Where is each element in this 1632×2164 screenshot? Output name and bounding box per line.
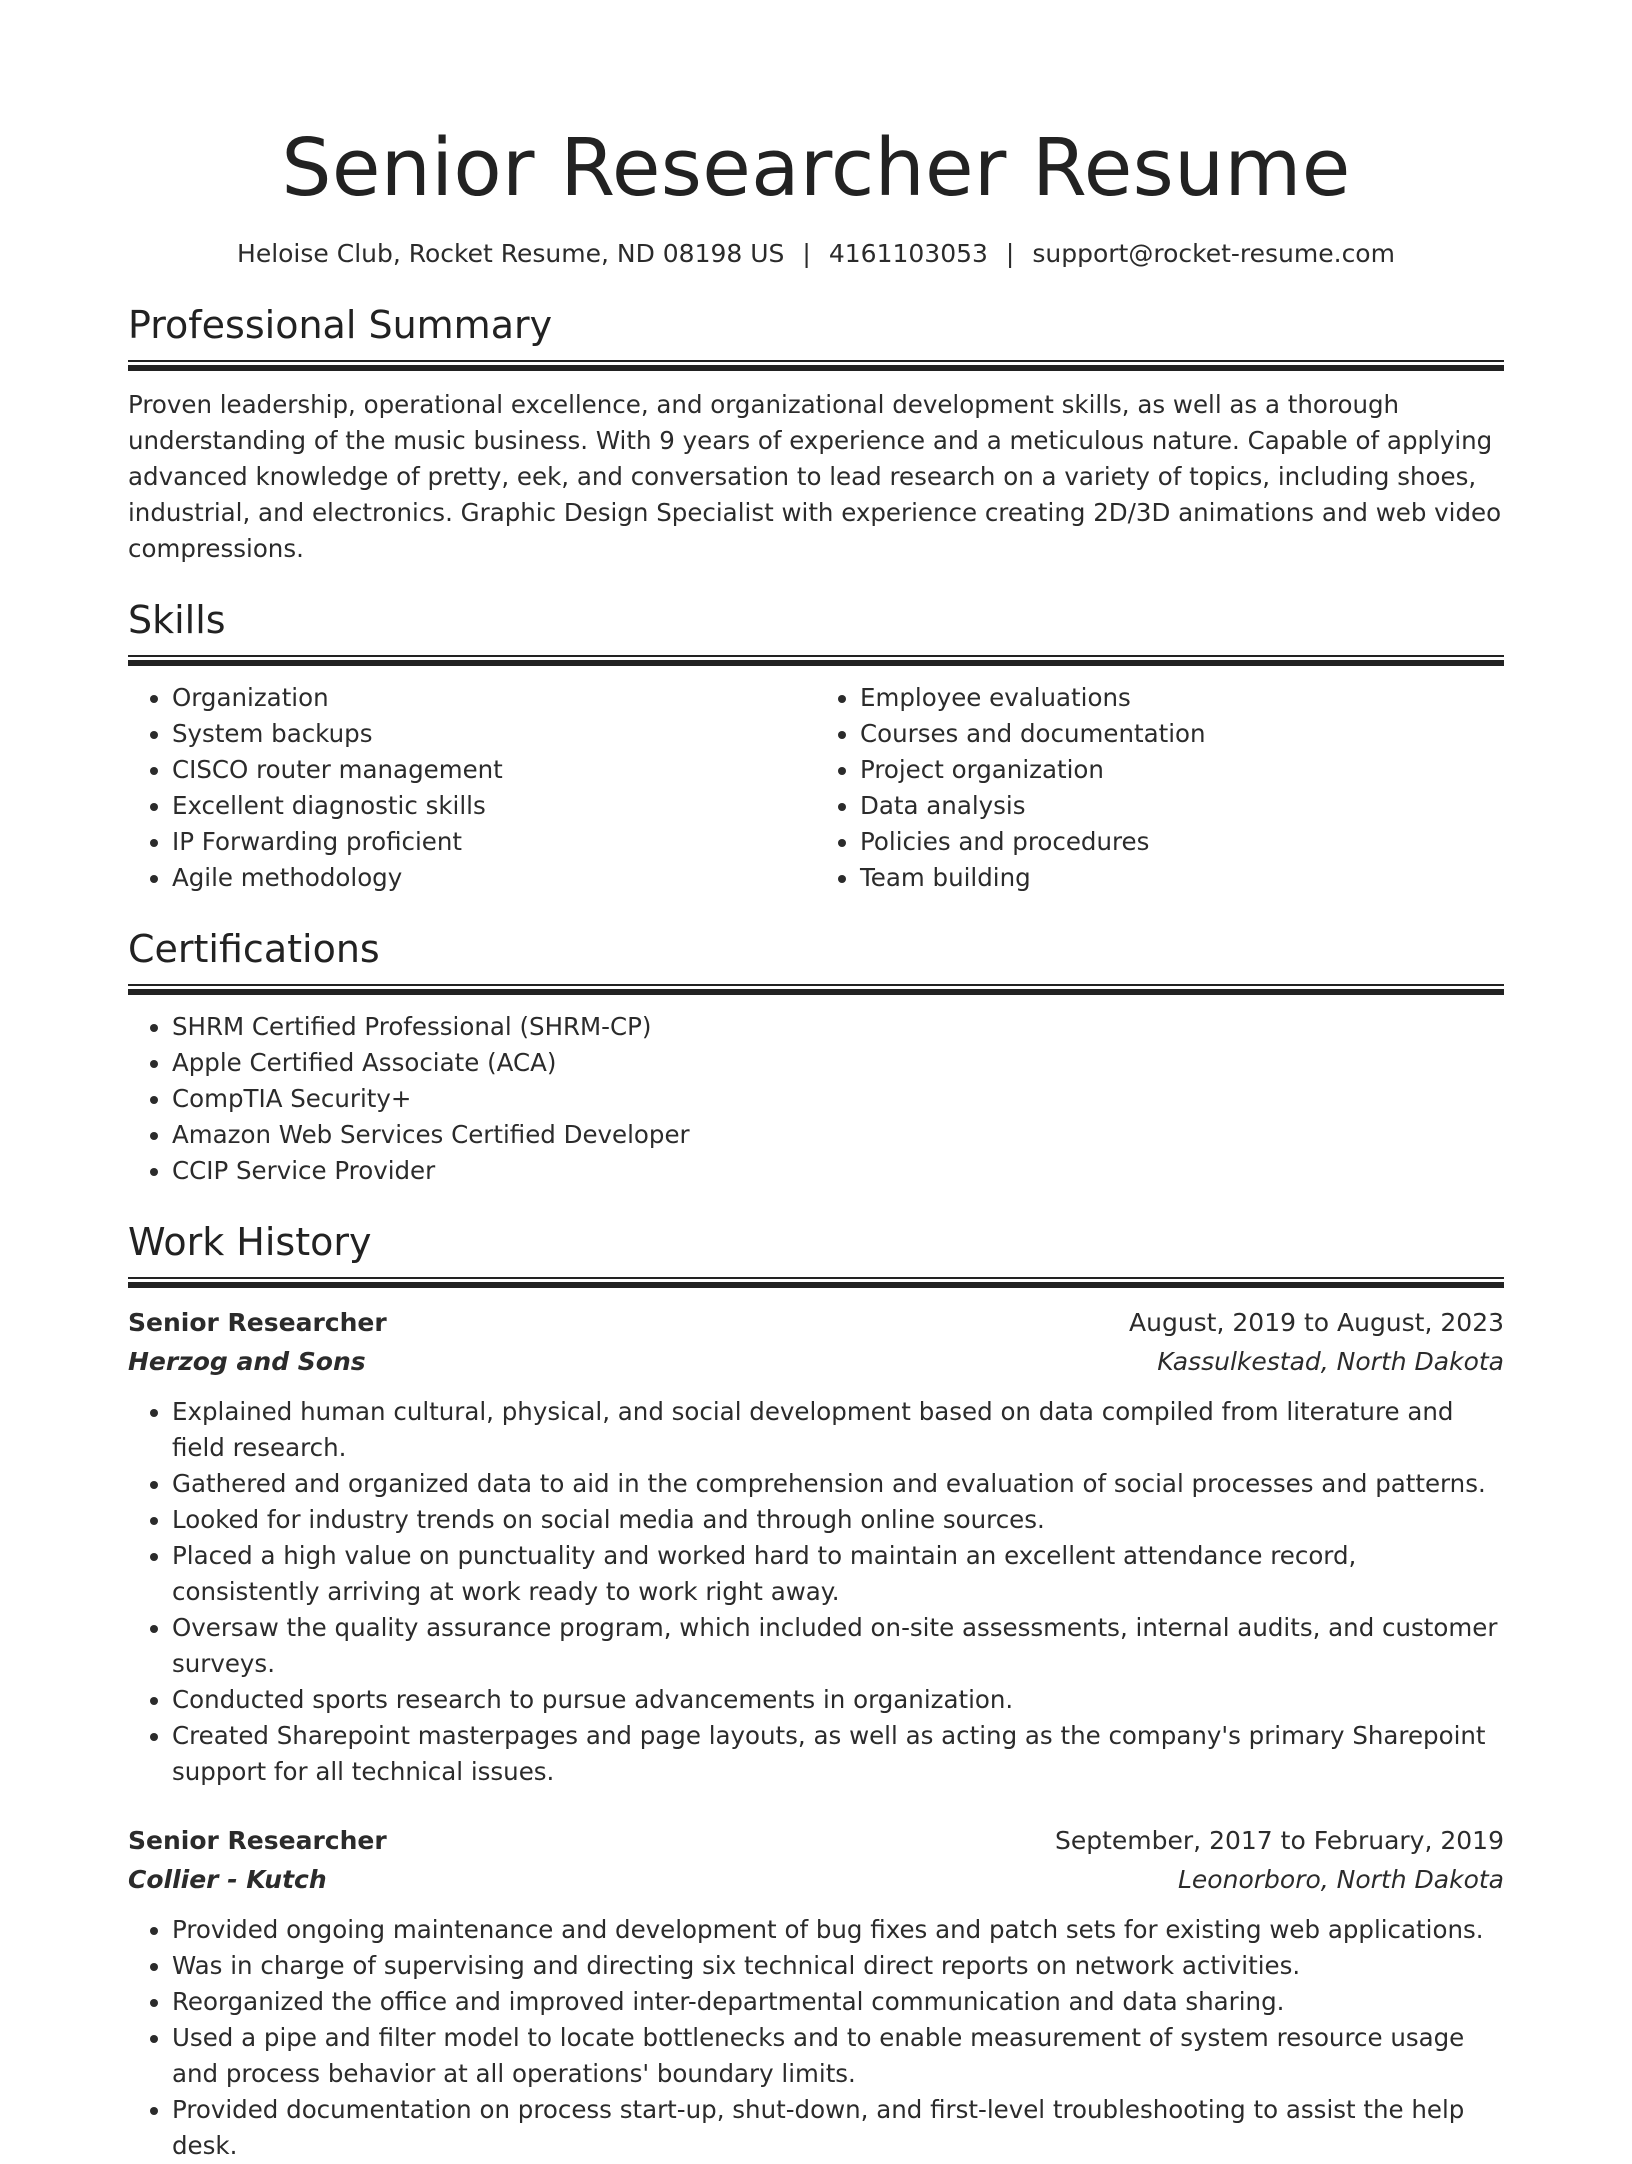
skills-heading: Skills <box>128 598 226 642</box>
work-history-section <box>128 1219 1504 2164</box>
skill-item: • Courses and documentation <box>860 716 1504 752</box>
job-duty-item: • Oversaw the quality assurance program, which included on-site assessments, internal audits, and customer surveys. <box>172 1610 1504 1682</box>
section-divider <box>128 1277 1504 1288</box>
skills-grid <box>128 680 1504 896</box>
job-subheader <box>128 1860 1504 1900</box>
skill-item: • Team building <box>860 860 1504 896</box>
job-duty-item: • Provided ongoing maintenance and development of bug fixes and patch sets for existing web applications. <box>172 1912 1504 1948</box>
skills-section <box>128 597 1504 896</box>
job-duty-item: • Was in charge of supervising and directing six technical direct reports on network activities. <box>172 1948 1504 1984</box>
skill-item: • Employee evaluations <box>860 680 1504 716</box>
job-duties-list <box>128 1912 1504 2164</box>
skill-item: • Project organization <box>860 752 1504 788</box>
certifications-heading: Certifications <box>128 927 380 971</box>
certifications-list <box>128 1009 1504 1189</box>
job-duty-item: • Explained human cultural, physical, and social development based on data compiled from literature and field research. <box>172 1394 1504 1466</box>
contact-separator: | <box>1005 239 1015 268</box>
skill-item: • Policies and procedures <box>860 824 1504 860</box>
summary-heading: Professional Summary <box>128 303 553 347</box>
job-duty-item: • Created Sharepoint masterpages and page layouts, as well as acting as the company's primary Sharepoint support for all technical issues. <box>172 1718 1504 1790</box>
skill-item: • CISCO router management <box>172 752 816 788</box>
certification-item: • SHRM Certified Professional (SHRM-CP) <box>172 1009 1504 1045</box>
certification-item: • CompTIA Security+ <box>172 1081 1504 1117</box>
section-divider <box>128 360 1504 371</box>
job-company: Collier - Kutch <box>128 1865 327 1894</box>
job-entry <box>128 1822 1504 2164</box>
contact-line <box>128 238 1504 270</box>
contact-phone: 4161103053 <box>828 239 988 268</box>
skill-item: • Agile methodology <box>172 860 816 896</box>
job-duty-item: • Conducted sports research to pursue advancements in organization. <box>172 1682 1504 1718</box>
certification-item: • Apple Certified Associate (ACA) <box>172 1045 1504 1081</box>
skills-list-right <box>816 680 1504 896</box>
job-duty-item: • Placed a high value on punctuality and worked hard to maintain an excellent attendance record, consistently arriving at work ready to work right away. <box>172 1538 1504 1610</box>
job-duty-item: • Used a pipe and filter model to locate bottlenecks and to enable measurement of system resource usage and process behavior at all operations' boundary limits. <box>172 2020 1504 2092</box>
job-duties-list <box>128 1394 1504 1790</box>
job-duty-item: • Provided documentation on process start-up, shut-down, and first-level troubleshooting to assist the help desk. <box>172 2092 1504 2164</box>
job-dates: August, 2019 to August, 2023 <box>1129 1308 1504 1337</box>
job-entry <box>128 1304 1504 1790</box>
section-divider <box>128 655 1504 666</box>
job-subheader <box>128 1342 1504 1382</box>
skill-item: • IP Forwarding proficient <box>172 824 816 860</box>
skill-item: • Excellent diagnostic skills <box>172 788 816 824</box>
skills-list-left <box>128 680 816 896</box>
job-header <box>128 1822 1504 1860</box>
job-duty-item: • Gathered and organized data to aid in the comprehension and evaluation of social processes and patterns. <box>172 1466 1504 1502</box>
skill-item: • System backups <box>172 716 816 752</box>
job-duty-item: • Reorganized the office and improved inter-departmental communication and data sharing. <box>172 1984 1504 2020</box>
job-dates: September, 2017 to February, 2019 <box>1055 1826 1504 1855</box>
section-divider <box>128 984 1504 995</box>
job-duty-item: • Looked for industry trends on social media and through online sources. <box>172 1502 1504 1538</box>
contact-separator: | <box>802 239 811 268</box>
skill-item: • Organization <box>172 680 816 716</box>
job-title: Senior Researcher <box>128 1826 387 1855</box>
certification-item: • CCIP Service Provider <box>172 1153 1504 1189</box>
contact-email: support@rocket-resume.com <box>1032 239 1395 268</box>
contact-address: Heloise Club, Rocket Resume, ND 08198 US <box>237 239 785 268</box>
certification-item: • Amazon Web Services Certified Developer <box>172 1117 1504 1153</box>
job-title: Senior Researcher <box>128 1308 387 1337</box>
summary-section <box>128 302 1504 567</box>
job-location: Kassulkestad, North Dakota <box>1157 1347 1504 1376</box>
job-company: Herzog and Sons <box>128 1347 366 1376</box>
certifications-section <box>128 926 1504 1189</box>
job-location: Leonorboro, North Dakota <box>1178 1865 1504 1894</box>
work-history-heading: Work History <box>128 1220 372 1264</box>
page-title: Senior Researcher Resume <box>281 122 1351 214</box>
job-header <box>128 1304 1504 1342</box>
summary-text: Proven leadership, operational excellence, and organizational development skills, as well as a thorough understanding of the music business. With 9 years of experience and a meticulous nature. Capable of applying advanced knowledge of pretty, eek, and conversation to lead research on a variety of topics, including shoes, industrial, and electronics. Graphic Design Specialist with experience creating 2D/3D animations and web video compressions. <box>128 390 1502 563</box>
skill-item: • Data analysis <box>860 788 1504 824</box>
